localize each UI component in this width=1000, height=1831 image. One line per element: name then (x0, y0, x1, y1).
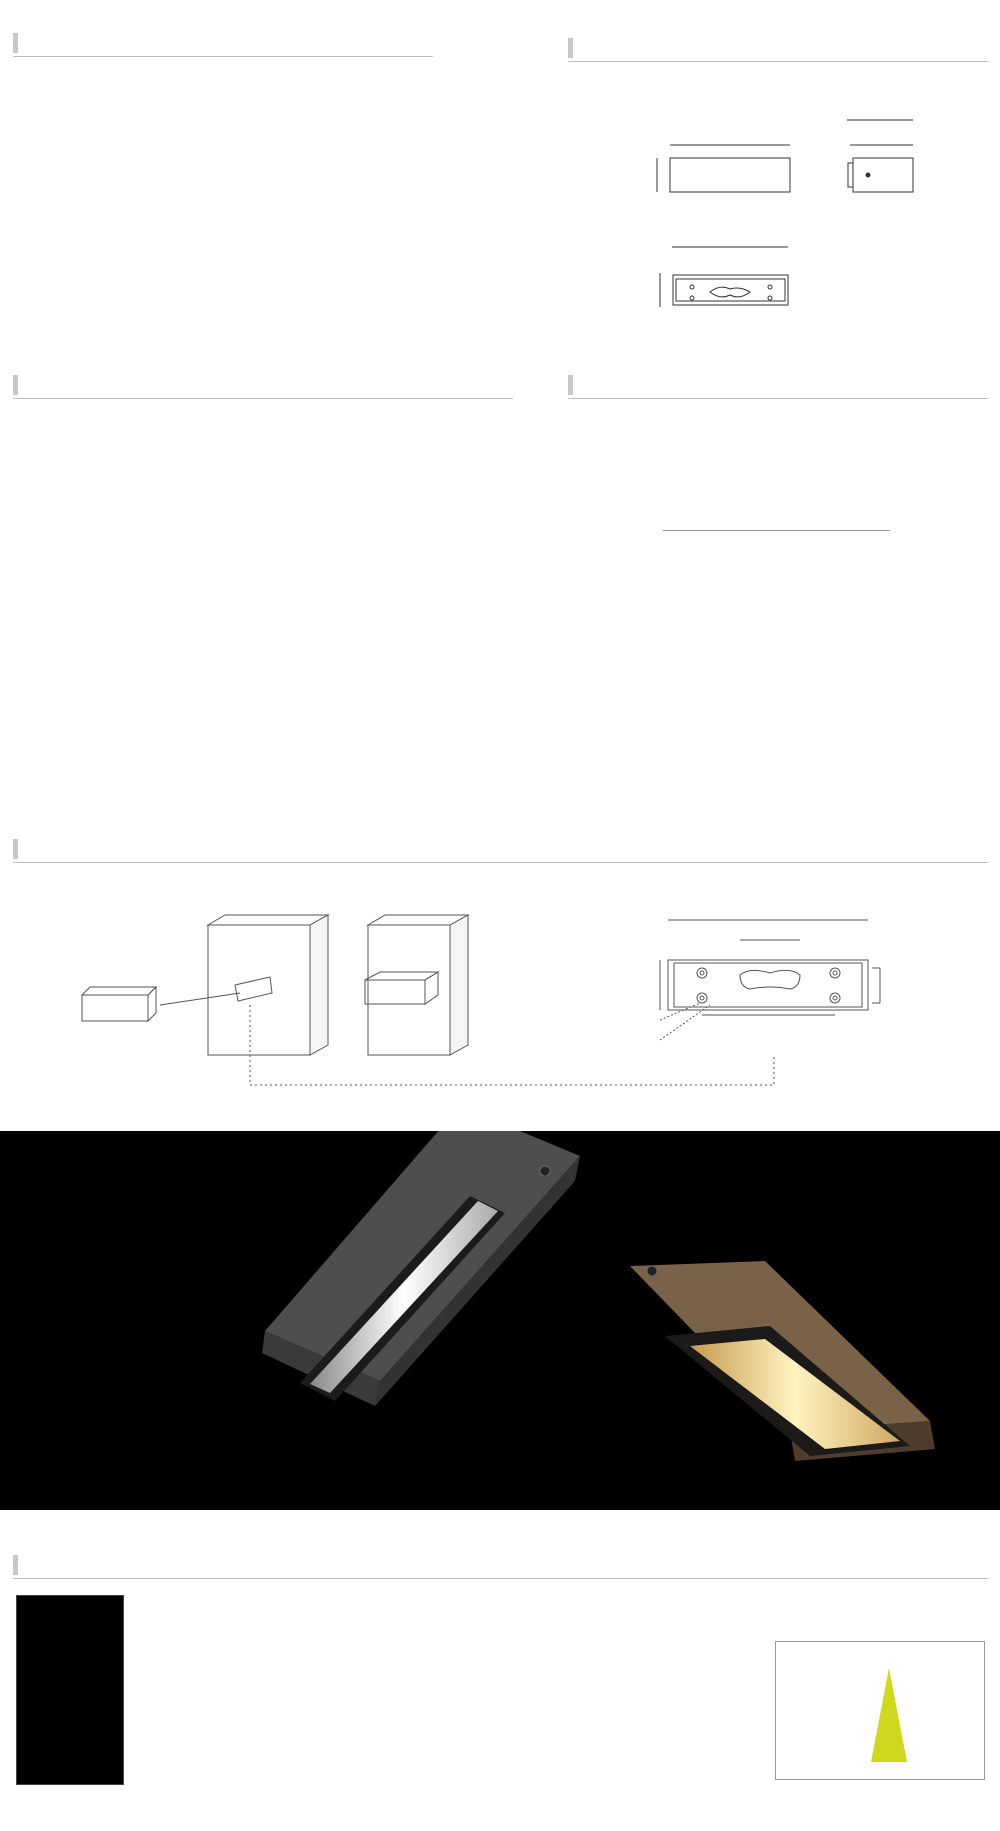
product-render (0, 1131, 1000, 1510)
lux-panel (16, 1595, 124, 1785)
beam-cone (776, 1642, 986, 1781)
linear-drawing-title (568, 38, 988, 58)
linear-drawing (620, 95, 1000, 325)
product-photo (0, 1131, 1000, 1510)
product-title (13, 33, 433, 53)
lux-table (775, 1641, 985, 1780)
specification-title (13, 375, 513, 395)
instruction-title (13, 839, 988, 859)
swatch-primary (675, 481, 732, 511)
painting-color-title (568, 375, 988, 395)
instruction-diagram (60, 895, 960, 1095)
photometric-title (13, 1555, 988, 1575)
distribution-chart (340, 1618, 760, 1788)
polar-chart (140, 1612, 315, 1792)
primary-divider (663, 530, 890, 531)
